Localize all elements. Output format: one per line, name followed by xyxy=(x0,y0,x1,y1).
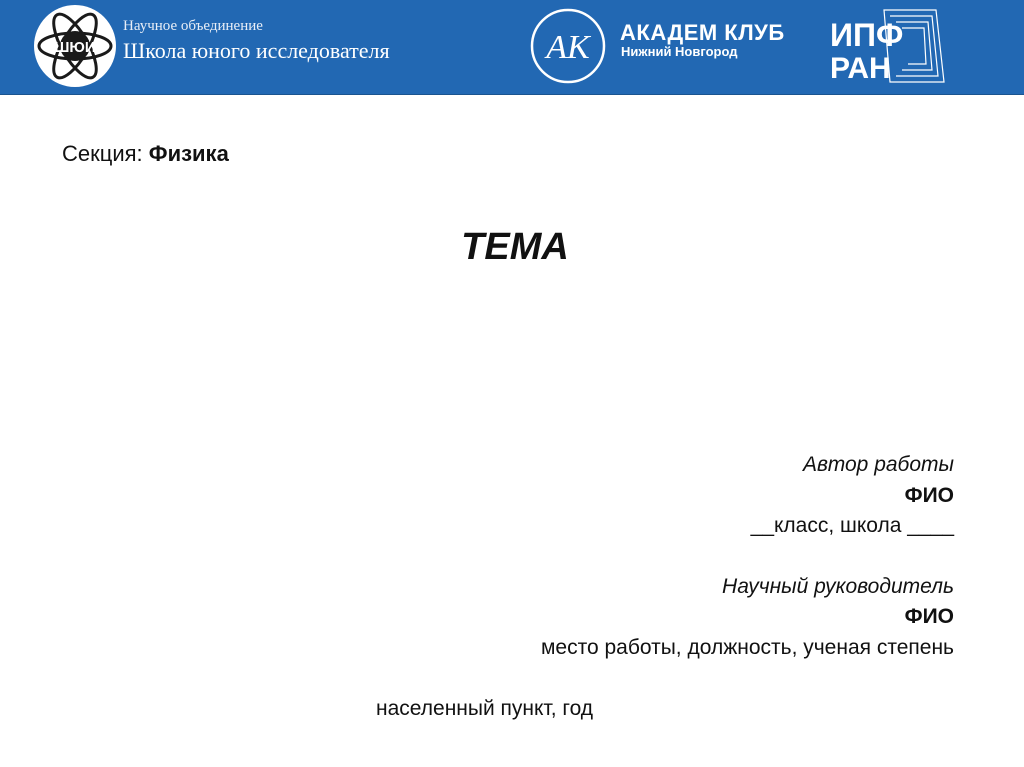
svg-text:ШЮИ: ШЮИ xyxy=(54,39,96,56)
ak-logo-letters: AK xyxy=(546,29,590,66)
akadem-club-monogram-icon xyxy=(528,6,608,86)
svg-text:ИПФ: ИПФ xyxy=(830,17,904,53)
author-name: ФИО xyxy=(904,483,954,507)
ak-club-name: АКАДЕМ КЛУБ xyxy=(620,20,785,45)
org-subtitle: Научное объединение xyxy=(123,18,263,34)
author-class-school: __класс, школа ____ xyxy=(750,514,954,537)
supervisor-details: место работы, должность, ученая степень xyxy=(540,635,954,659)
svg-text:РАН: РАН xyxy=(830,52,891,85)
section-line xyxy=(62,141,229,167)
org-title: Школа юного исследователя xyxy=(123,38,390,63)
spacer xyxy=(541,542,954,572)
place-year: населенный пункт, год xyxy=(376,697,594,720)
supervisor-label: Научный руководитель xyxy=(722,574,954,598)
section-label: Секция: xyxy=(62,141,143,166)
ak-club-city: Нижний Новгород xyxy=(621,44,738,59)
supervisor-name: ФИО xyxy=(904,605,954,628)
topic-title: ТЕМА xyxy=(461,226,569,268)
ipf-ran-logo-icon xyxy=(824,2,948,90)
author-supervisor-block xyxy=(541,450,954,663)
section-value: Физика xyxy=(148,141,229,166)
header-banner xyxy=(0,0,1024,95)
author-label: Автор работы xyxy=(803,453,954,476)
swi-atom-logo-icon xyxy=(32,3,118,89)
